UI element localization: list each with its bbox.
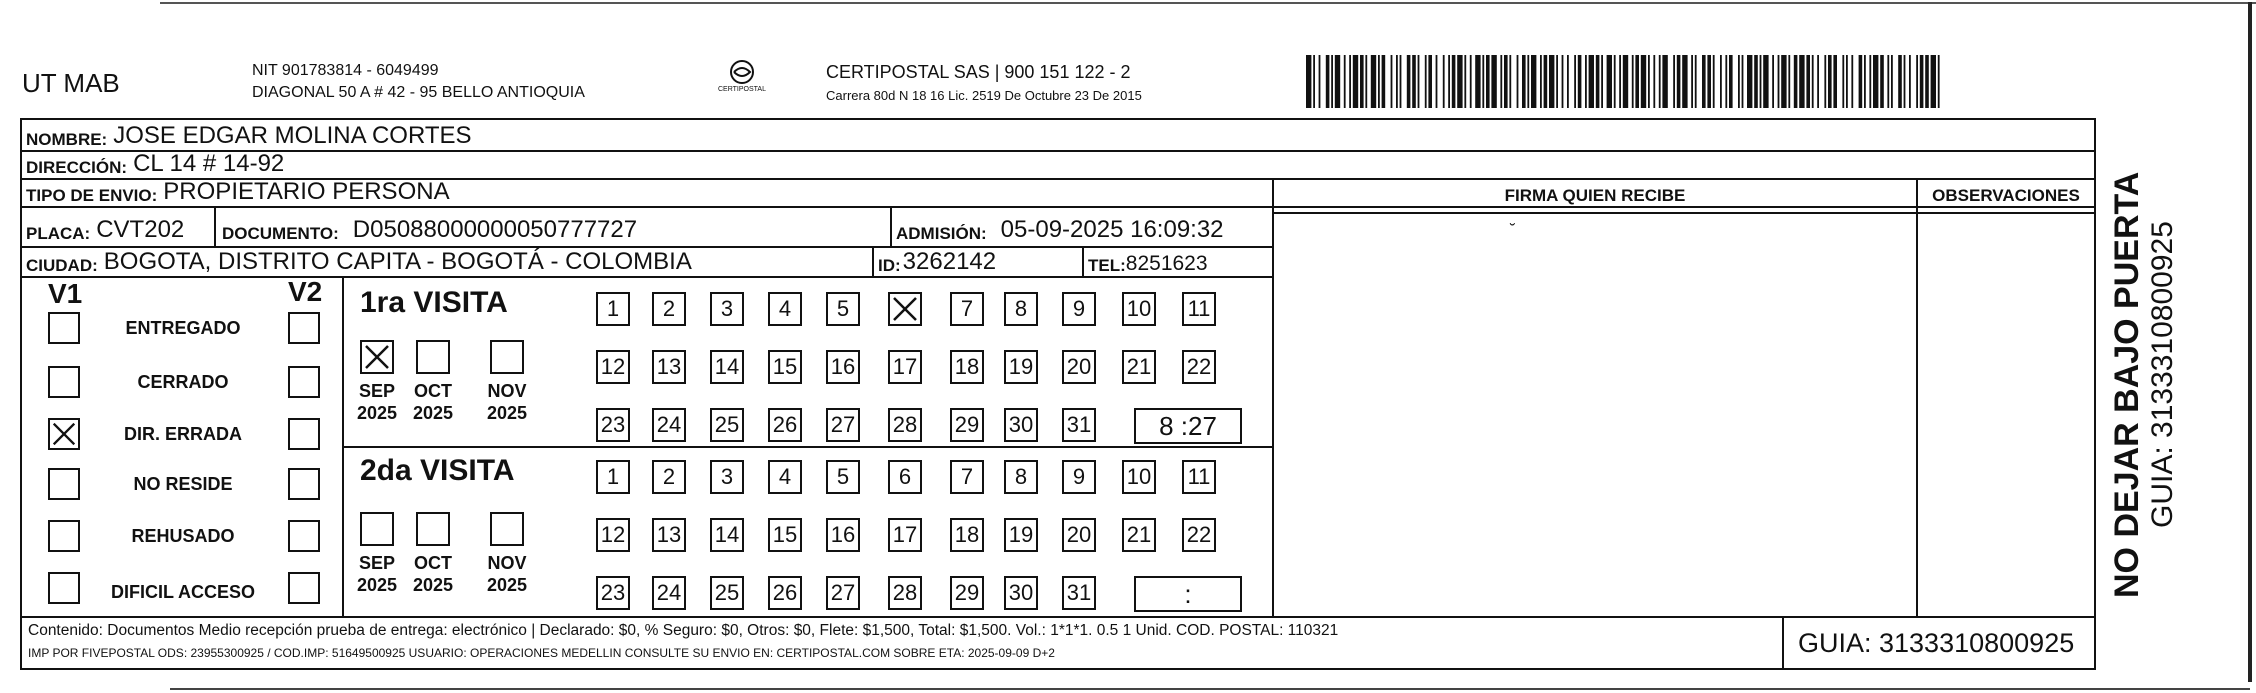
day-box[interactable]: 8 (1004, 460, 1038, 494)
status-label: NO RESIDE (133, 474, 233, 494)
v1-checkbox[interactable] (48, 312, 80, 344)
year-label: 2025 (486, 403, 528, 423)
day-box[interactable]: 1 (596, 292, 630, 326)
status-right-line (342, 276, 344, 618)
barcode-bar (1729, 55, 1733, 108)
observaciones-left-line (1916, 178, 1918, 618)
day-box[interactable]: 13 (652, 518, 686, 552)
barcode-bar (1691, 55, 1693, 108)
day-box[interactable]: 17 (888, 350, 922, 384)
barcode-bar (1824, 55, 1826, 108)
signature-mark: ˘ (1510, 222, 1516, 239)
day-box[interactable]: 4 (768, 292, 802, 326)
day-box[interactable]: 28 (888, 576, 922, 610)
barcode-bar (1436, 55, 1438, 108)
barcode-bar (1695, 55, 1697, 108)
table-left-line (20, 118, 22, 670)
day-box[interactable]: 27 (826, 408, 860, 442)
month-label: OCT (414, 553, 452, 573)
month-label: NOV (487, 553, 527, 573)
barcode-bar (1335, 55, 1340, 108)
barcode-bar (1794, 55, 1798, 108)
day-box[interactable]: 2 (652, 292, 686, 326)
month-checkbox[interactable] (416, 512, 450, 546)
barcode-bar (1574, 55, 1576, 108)
barcode-bar (1904, 55, 1906, 108)
documento-row (222, 208, 637, 244)
barcode-bar (1938, 55, 1940, 108)
barcode-bar (1707, 55, 1711, 108)
day-box[interactable]: 14 (710, 518, 744, 552)
v2-checkbox[interactable] (288, 468, 320, 500)
barcode-bar (1799, 55, 1804, 108)
day-box[interactable]: 22 (1182, 518, 1216, 552)
id-label: ID: (878, 256, 901, 275)
day-box[interactable]: 13 (652, 350, 686, 384)
barcode-bar (1391, 55, 1393, 108)
day-box[interactable]: 23 (596, 576, 630, 610)
day-box[interactable]: 29 (950, 408, 984, 442)
barcode-bar (1596, 55, 1600, 108)
barcode-bar (1812, 55, 1814, 108)
barcode-bar (1909, 55, 1911, 108)
day-box[interactable]: 21 (1122, 350, 1156, 384)
barcode-bar (1326, 55, 1330, 108)
barcode-bar (1378, 55, 1380, 108)
row-line-1 (20, 150, 2096, 152)
company-address: DIAGONAL 50 A # 42 - 95 BELLO ANTIOQUIA (252, 84, 585, 101)
month-checkbox[interactable] (360, 512, 394, 546)
admision-row (896, 208, 1224, 244)
day-box[interactable]: 2 (652, 460, 686, 494)
barcode-bar (1817, 55, 1819, 108)
footer-guia-line (1782, 616, 1784, 670)
ciudad-value: BOGOTA, DISTRITO CAPITA - BOGOTÁ - COLOMBIA (103, 248, 692, 275)
day-box[interactable]: 7 (950, 460, 984, 494)
day-box[interactable]: 6 (888, 460, 922, 494)
doc-admision-line (890, 206, 892, 246)
barcode-bar (1585, 55, 1587, 108)
day-box[interactable]: 5 (826, 460, 860, 494)
day-box[interactable]: 22 (1182, 350, 1216, 384)
signature-left-line (1272, 178, 1274, 618)
barcode-bar (1842, 55, 1844, 108)
barcode-bar (1428, 55, 1432, 108)
day-box[interactable]: 16 (826, 518, 860, 552)
observaciones-header: OBSERVACIONES (1932, 186, 2080, 205)
no-dejar-text: NO DEJAR BAJO PUERTA (2108, 171, 2146, 598)
barcode-bar (1614, 55, 1616, 108)
day-box[interactable]: 11 (1182, 292, 1216, 326)
status-label: CERRADO (137, 372, 229, 392)
footer-guia: GUIA: 3133310800925 (1798, 628, 2075, 658)
table-right-line (2094, 118, 2096, 670)
day-box[interactable]: 10 (1122, 460, 1156, 494)
day-box[interactable]: 31 (1062, 408, 1096, 442)
company-name: UT MAB (22, 68, 120, 98)
barcode-bar (1313, 55, 1315, 108)
barcode-bar (1504, 55, 1508, 108)
barcode-bar (1457, 55, 1462, 108)
v1-checkbox[interactable] (48, 520, 80, 552)
status-label: ENTREGADO (125, 318, 241, 338)
placa-doc-line (214, 206, 216, 246)
content-bottom-line (20, 616, 2096, 618)
day-box[interactable]: 8 (1004, 292, 1038, 326)
year-label: 2025 (356, 575, 398, 595)
v2-checkbox[interactable] (288, 366, 320, 398)
barcode-bar (1833, 55, 1837, 108)
row-line-5 (20, 276, 1274, 278)
direccion-value: CL 14 # 14-92 (133, 150, 285, 177)
direccion-row (26, 151, 284, 178)
barcode-bar (1653, 55, 1655, 108)
v2-label: V2 (288, 276, 323, 307)
barcode-bar (1864, 55, 1866, 108)
day-box[interactable]: 15 (768, 350, 802, 384)
barcode-bar (1418, 55, 1420, 108)
day-box[interactable]: 28 (888, 408, 922, 442)
ciudad-label: CIUDAD: (26, 256, 98, 275)
barcode-bar (1549, 55, 1554, 108)
placa-value: CVT202 (96, 216, 185, 243)
barcode-bar (1331, 55, 1333, 108)
visit1-title: 1ra VISITA (360, 286, 508, 319)
barcode-bar (1747, 55, 1752, 108)
barcode-bar (1659, 55, 1661, 108)
carrier-name: CERTIPOSTAL SAS | 900 151 122 - 2 (826, 62, 1131, 82)
placa-label: PLACA: (26, 224, 91, 243)
barcode-bar (1846, 55, 1848, 108)
barcode-bar (1396, 55, 1398, 108)
v2-checkbox[interactable] (288, 312, 320, 344)
barcode-bar (1916, 55, 1918, 108)
barcode-bar (1887, 55, 1889, 108)
top-edge-line (160, 2, 2256, 4)
admision-label: ADMISIÓN: (896, 224, 987, 243)
barcode-bar (1349, 55, 1351, 108)
month-checkbox[interactable] (490, 340, 524, 374)
tel-label: TEL: (1088, 256, 1126, 275)
barcode-bar (1443, 55, 1445, 108)
barcode-bar (1788, 55, 1790, 108)
v1-label: V1 (48, 278, 83, 309)
barcode-bar (1635, 55, 1639, 108)
barcode-bar (1898, 55, 1902, 108)
barcode-bar (1931, 55, 1936, 108)
barcode-bar (1720, 55, 1722, 108)
barcode-bar (1527, 55, 1529, 108)
barcode-bar (1319, 55, 1321, 108)
day-box[interactable]: 20 (1062, 518, 1096, 552)
barcode-bar (1673, 55, 1675, 108)
day-box[interactable]: 11 (1182, 460, 1216, 494)
barcode-bar (1344, 55, 1346, 108)
year-label: 2025 (486, 575, 528, 595)
day-box[interactable]: 29 (950, 576, 984, 610)
day-box[interactable]: 10 (1122, 292, 1156, 326)
barcode-bar (1738, 55, 1740, 108)
month-label: NOV (487, 381, 527, 401)
month-label: OCT (414, 381, 452, 401)
footer-line-2: IMP POR FIVEPOSTAL ODS: 23955300925 / COD.IMP: 51649500925 USUARIO: OPERACIONES MEDELLIN CONSULTE SU ENVIO EN: CERTIPOSTAL.COM SOBRE ETA: 2025-09-09 D+2 (28, 646, 1055, 660)
barcode-bar (1828, 55, 1832, 108)
day-box[interactable]: 26 (768, 408, 802, 442)
barcode-bar (1772, 55, 1774, 108)
day-box[interactable]: 18 (950, 518, 984, 552)
day-box[interactable]: 24 (652, 408, 686, 442)
barcode-bar (1763, 55, 1768, 108)
day-box[interactable]: 23 (596, 408, 630, 442)
barcode-bar (1567, 55, 1569, 108)
barcode-bar (1425, 55, 1427, 108)
barcode-bar (1778, 55, 1780, 108)
barcode-bar (1632, 55, 1634, 108)
barcode-bar (1517, 55, 1519, 108)
carrier-license: Carrera 80d N 18 16 Lic. 2519 De Octubre 23 De 2015 (826, 88, 1142, 103)
tipo-row (26, 179, 450, 206)
city-id-line (872, 246, 874, 276)
row-line-6 (1272, 212, 2096, 214)
time-box[interactable]: 8 :27 (1134, 408, 1242, 444)
v1-checkbox[interactable] (48, 418, 80, 450)
day-box[interactable]: 30 (1004, 576, 1038, 610)
barcode-bar (1491, 55, 1496, 108)
barcode-bar (1648, 55, 1650, 108)
barcode-bar (1873, 55, 1878, 108)
barcode-bar (1531, 55, 1536, 108)
barcode-bar (1623, 55, 1628, 108)
day-box[interactable]: 1 (596, 460, 630, 494)
visit-divider-line (344, 446, 1272, 448)
barcode-bar (1781, 55, 1786, 108)
day-box[interactable]: 7 (950, 292, 984, 326)
barcode-bar (1400, 55, 1402, 108)
barcode (1306, 55, 1942, 108)
barcode-bar (1677, 55, 1681, 108)
barcode-bar (1851, 55, 1853, 108)
barcode-bar (1464, 55, 1466, 108)
barcode-bar (1540, 55, 1542, 108)
barcode-bar (1880, 55, 1884, 108)
barcode-bar (1607, 55, 1612, 108)
visit2-title: 2da VISITA (360, 454, 515, 487)
v2-checkbox[interactable] (288, 418, 320, 450)
barcode-bar (1578, 55, 1582, 108)
barcode-bar (1544, 55, 1548, 108)
day-box[interactable]: 14 (710, 350, 744, 384)
bottom-edge-line (170, 688, 2250, 690)
barcode-bar (1556, 55, 1558, 108)
status-label: DIR. ERRADA (123, 424, 242, 444)
barcode-bar (1482, 55, 1484, 108)
month-label: SEP (358, 381, 396, 401)
barcode-bar (1353, 55, 1358, 108)
nombre-label: NOMBRE: (26, 130, 108, 149)
side-guia (2146, 108, 2180, 528)
day-box[interactable]: 19 (1004, 518, 1038, 552)
barcode-bar (1920, 55, 1924, 108)
barcode-bar (1562, 55, 1564, 108)
barcode-bar (1306, 55, 1311, 108)
year-label: 2025 (356, 403, 398, 423)
barcode-bar (1522, 55, 1526, 108)
day-box[interactable]: 4 (768, 460, 802, 494)
day-box[interactable]: 3 (710, 292, 744, 326)
day-box[interactable]: 30 (1004, 408, 1038, 442)
table-bottom-line (20, 668, 2096, 670)
tipo-value: PROPIETARIO PERSONA (163, 178, 450, 205)
day-box[interactable]: 15 (768, 518, 802, 552)
v1-checkbox[interactable] (48, 468, 80, 500)
barcode-bar (1371, 55, 1376, 108)
day-box[interactable]: 9 (1062, 460, 1096, 494)
barcode-bar (1475, 55, 1480, 108)
day-box[interactable]: 5 (826, 292, 860, 326)
footer-line-1: Contenido: Documentos Medio recepción prueba de entrega: electrónico | Declarado: $0, % Seguro: $0, Otros: $0, Flete: $1,500, Total: $1,500. Vol.: 1*1*1. 0.5 1 Unid. COD. POSTAL: 110321 (28, 622, 1339, 639)
month-checkbox[interactable] (490, 512, 524, 546)
barcode-bar (1760, 55, 1762, 108)
barcode-bar (1869, 55, 1871, 108)
day-box[interactable]: 27 (826, 576, 860, 610)
barcode-bar (1742, 55, 1744, 108)
firma-header: FIRMA QUIEN RECIBE (1504, 186, 1686, 205)
barcode-bar (1641, 55, 1646, 108)
barcode-bar (1407, 55, 1411, 108)
barcode-bar (1365, 55, 1367, 108)
status-label: REHUSADO (131, 526, 235, 546)
month-label: SEP (358, 553, 396, 573)
ciudad-row (26, 247, 692, 276)
day-box[interactable]: 12 (596, 350, 630, 384)
barcode-bar (1891, 55, 1893, 108)
day-box[interactable] (888, 292, 922, 326)
no-dejar-bajo-puerta (2108, 98, 2147, 598)
side-guia-text: GUIA: 3133310800925 (2146, 221, 2179, 528)
direccion-label: DIRECCIÓN: (26, 158, 128, 177)
nombre-value: JOSE EDGAR MOLINA CORTES (113, 122, 472, 149)
tipo-label: TIPO DE ENVIO: (26, 186, 158, 205)
barcode-bar (1486, 55, 1490, 108)
barcode-bar (1725, 55, 1727, 108)
barcode-bar (1500, 55, 1502, 108)
id-value: 3262142 (902, 248, 997, 275)
day-box[interactable]: 20 (1062, 350, 1096, 384)
barcode-bar (1452, 55, 1456, 108)
barcode-bar (1470, 55, 1472, 108)
company-nit: NIT 901783814 - 6049499 (252, 62, 439, 79)
barcode-bar (1682, 55, 1687, 108)
barcode-bar (1589, 55, 1594, 108)
documento-value: D05088000000050777727 (352, 216, 638, 243)
v2-checkbox[interactable] (288, 572, 320, 604)
day-box[interactable]: 18 (950, 350, 984, 384)
year-label: 2025 (412, 403, 454, 423)
barcode-bar (1859, 55, 1863, 108)
day-box[interactable]: 25 (710, 408, 744, 442)
month-checkbox[interactable] (360, 340, 394, 374)
barcode-bar (1702, 55, 1706, 108)
v2-checkbox[interactable] (288, 520, 320, 552)
barcode-bar (1601, 55, 1603, 108)
barcode-bar (1619, 55, 1621, 108)
right-edge-line (2248, 2, 2252, 682)
month-checkbox[interactable] (416, 340, 450, 374)
barcode-bar (1509, 55, 1511, 108)
status-label: DIFICIL ACCESO (110, 582, 255, 602)
tel-row (1088, 247, 1208, 276)
nombre-row (26, 120, 472, 150)
day-box[interactable]: 19 (1004, 350, 1038, 384)
time-box[interactable]: : (1134, 576, 1242, 612)
day-box[interactable]: 16 (826, 350, 860, 384)
barcode-bar (1806, 55, 1810, 108)
day-box[interactable]: 17 (888, 518, 922, 552)
v1-checkbox[interactable] (48, 366, 80, 398)
barcode-bar (1360, 55, 1364, 108)
day-box[interactable]: 3 (710, 460, 744, 494)
documento-label: DOCUMENTO: (222, 224, 339, 243)
day-box[interactable]: 24 (652, 576, 686, 610)
tel-value: 8251623 (1125, 252, 1208, 275)
day-box[interactable]: 26 (768, 576, 802, 610)
day-box[interactable]: 25 (710, 576, 744, 610)
barcode-bar (1662, 55, 1667, 108)
barcode-bar (1925, 55, 1929, 108)
id-row (878, 247, 996, 276)
barcode-bar (1754, 55, 1758, 108)
day-box[interactable]: 31 (1062, 576, 1096, 610)
day-box[interactable]: 9 (1062, 292, 1096, 326)
year-label: 2025 (412, 575, 454, 595)
id-tel-line (1082, 246, 1084, 276)
barcode-bar (1382, 55, 1386, 108)
admision-value: 05-09-2025 16:09:32 (1000, 216, 1224, 243)
v1-checkbox[interactable] (48, 572, 80, 604)
certipostal-logo: CERTIPOSTAL (712, 58, 772, 98)
day-box[interactable]: 21 (1122, 518, 1156, 552)
day-box[interactable]: 12 (596, 518, 630, 552)
barcode-bar (1448, 55, 1450, 108)
barcode-bar (1412, 55, 1416, 108)
barcode-bar (1713, 55, 1715, 108)
placa-row (26, 208, 184, 244)
